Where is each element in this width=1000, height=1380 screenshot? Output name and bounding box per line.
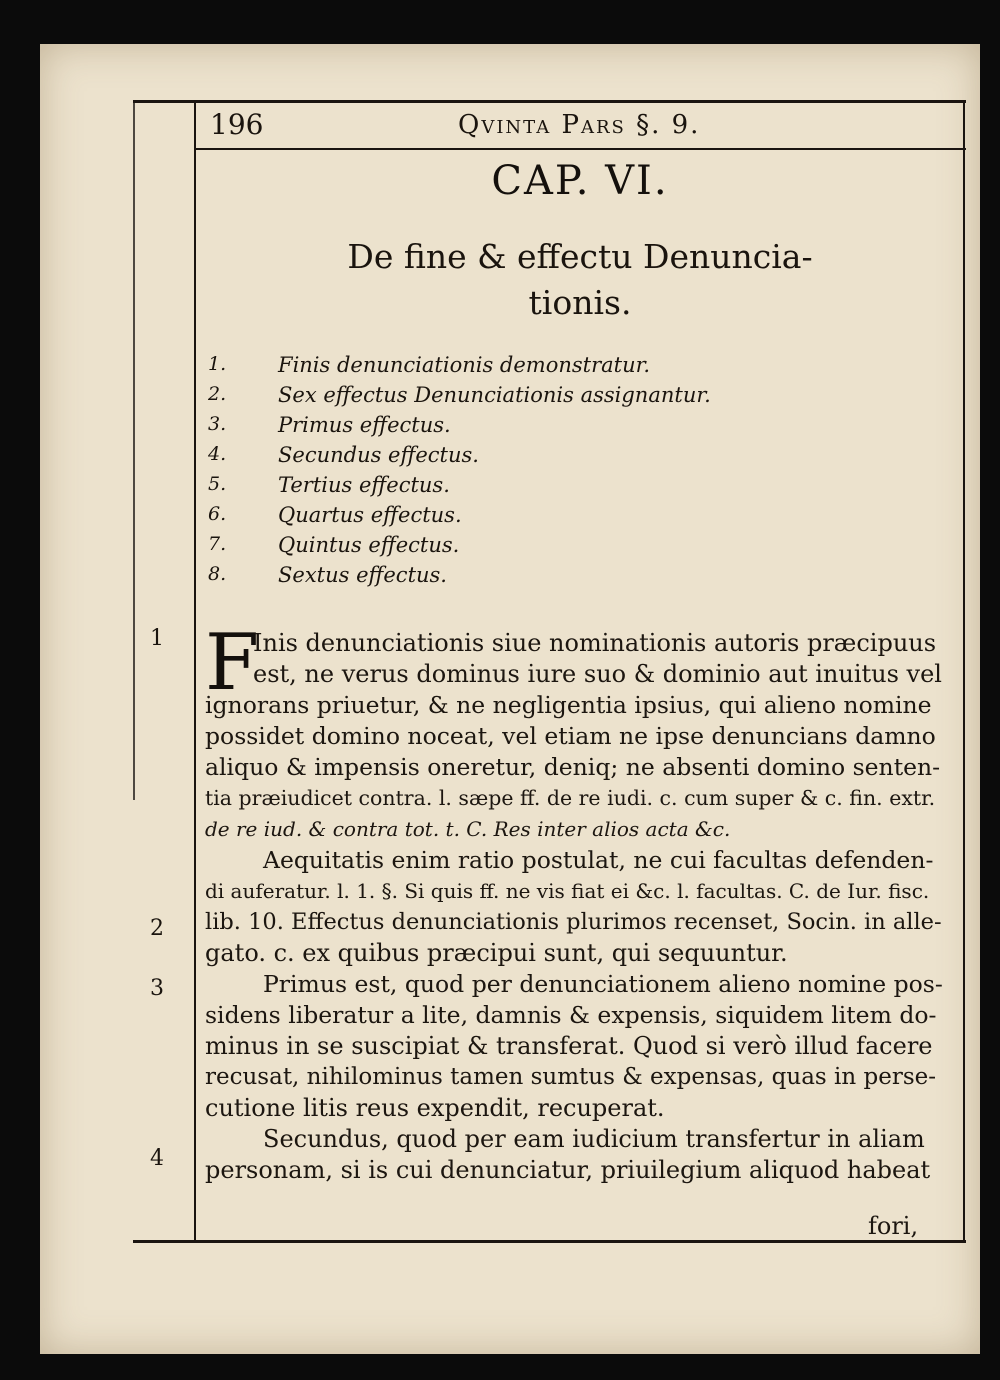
summary-number: 5. xyxy=(208,473,227,495)
chapter-subtitle xyxy=(250,234,910,326)
chapter-summary xyxy=(198,353,918,593)
top-rule xyxy=(133,100,966,103)
summary-item xyxy=(198,563,918,593)
summary-item xyxy=(198,413,918,443)
summary-text: Tertius effectus. xyxy=(278,473,450,497)
summary-number: 7. xyxy=(208,533,227,555)
header-rule xyxy=(196,148,966,150)
summary-number: 1. xyxy=(208,353,227,375)
right-rule xyxy=(963,100,965,1240)
left-rule xyxy=(194,100,196,1240)
summary-item xyxy=(198,533,918,563)
summary-text: Primus effectus. xyxy=(278,413,451,437)
catchword: fori, xyxy=(868,1212,919,1240)
summary-text: Quintus effectus. xyxy=(278,533,460,557)
summary-text: Sextus effectus. xyxy=(278,563,447,587)
summary-item xyxy=(198,503,918,533)
text-line: cutione litis reus expendit, recuperat. xyxy=(205,1094,665,1122)
text-line: Inis denunciationis siue nominationis autoris præcipuus xyxy=(253,629,937,657)
summary-text: Secundus effectus. xyxy=(278,443,479,467)
text-line: possidet domino noceat, vel etiam ne ipse denuncians damno xyxy=(205,722,936,750)
text-line: recusat, nihilominus tamen sumtus & expensas, quas in perse- xyxy=(205,1064,937,1090)
margin-number: 4 xyxy=(150,1146,164,1171)
summary-item xyxy=(198,443,918,473)
text-line: Aequitatis enim ratio postulat, ne cui facultas defenden- xyxy=(263,846,934,874)
summary-item xyxy=(198,473,918,503)
page-number: 196 xyxy=(210,108,264,141)
text-line: aliquo & impensis oneretur, deniq; ne absenti domino senten- xyxy=(205,753,941,781)
summary-item xyxy=(198,353,918,383)
summary-number: 3. xyxy=(208,413,227,435)
summary-number: 6. xyxy=(208,503,227,525)
text-line: est, ne verus dominus iure suo & dominio aut inuitus vel xyxy=(253,660,942,688)
summary-number: 8. xyxy=(208,563,227,585)
margin-number: 3 xyxy=(150,976,164,1001)
text-line: tia præiudicet contra. l. sæpe ff. de re iudi. c. cum super & c. fin. extr. xyxy=(205,786,936,810)
drop-cap: F xyxy=(205,618,260,708)
text-line: ignorans priuetur, & ne negligentia ipsius, qui alieno nomine xyxy=(205,691,932,719)
summary-text: Finis denunciationis demonstratur. xyxy=(278,353,651,377)
text-line: Secundus, quod per eam iudicium transfertur in aliam xyxy=(263,1125,925,1153)
text-line: de re iud. & contra tot. t. C. Res inter alios acta &c. xyxy=(205,817,731,841)
subtitle-line: tionis. xyxy=(528,283,632,322)
summary-text: Sex effectus Denunciationis assignantur. xyxy=(278,383,711,407)
chapter-title: CAP. VI. xyxy=(491,158,669,204)
bottom-rule xyxy=(133,1240,966,1243)
summary-item xyxy=(198,383,918,413)
text-line: gato. c. ex quibus præcipui sunt, qui sequuntur. xyxy=(205,939,788,967)
subtitle-line: De fine & effectu Denuncia- xyxy=(347,237,813,276)
text-line: Primus est, quod per denunciationem alieno nomine pos- xyxy=(263,970,943,998)
text-line: lib. 10. Effectus denunciationis plurimos recenset, Socin. in alle- xyxy=(205,909,942,935)
summary-number: 2. xyxy=(208,383,227,405)
text-line: personam, si is cui denunciatur, priuilegium aliquod habeat xyxy=(205,1156,931,1184)
text-line: di auferatur. l. 1. §. Si quis ff. ne vis fiat ei &c. l. facultas. C. de Iur. fisc. xyxy=(205,879,930,903)
text-line: minus in se suscipiat & transferat. Quod si verò illud facere xyxy=(205,1032,933,1060)
margin-number: 1 xyxy=(150,626,164,651)
page-header xyxy=(210,108,950,148)
outer-margin-rule xyxy=(133,100,135,800)
running-title: Qvinta Pars §. 9. xyxy=(458,110,701,140)
margin-number: 2 xyxy=(150,916,164,941)
summary-number: 4. xyxy=(208,443,227,465)
summary-text: Quartus effectus. xyxy=(278,503,462,527)
text-line: sidens liberatur a lite, damnis & expensis, siquidem litem do- xyxy=(205,1001,937,1029)
